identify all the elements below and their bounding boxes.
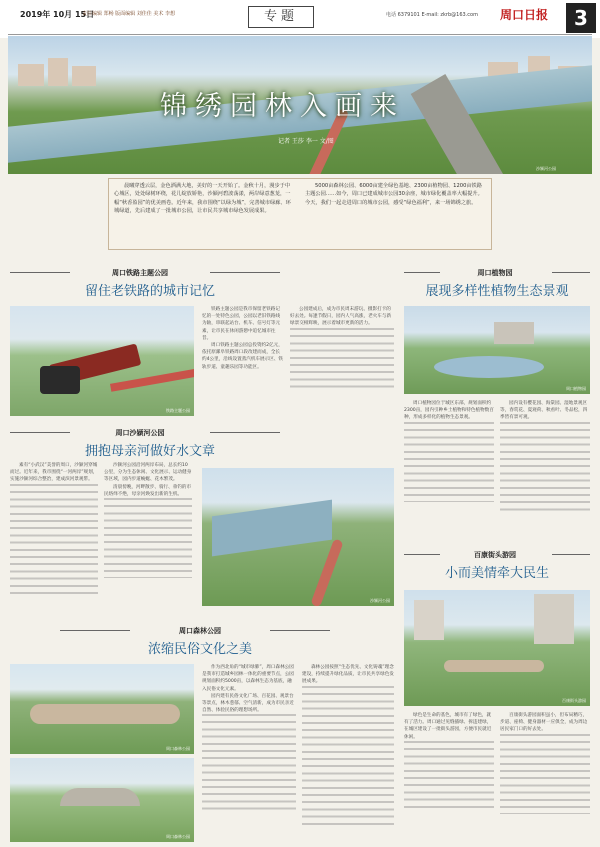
section-label-botanical: 周口植物园: [477, 269, 513, 277]
rule: [404, 272, 440, 273]
forest-paragraph-3: 森林公园按照“生态优先、文化铸魂”理念建设，持续提升绿化品质，让市民共享绿色发展成果。: [302, 665, 394, 685]
shaying-text-col1: [10, 462, 98, 632]
railway-paragraph-1: 铁路主题公园是我市保留老铁路记忆的一处特色公园，公园以老旧铁路线为轴，串联起站台、机车、信号灯等元素，让市民在休闲游憩中追忆城市往昔。: [202, 307, 281, 341]
section-label-baikang: 百康街头游园: [474, 551, 516, 559]
hero-credit: 记者 王莎 李一 文/图: [278, 138, 334, 145]
photo-caption: 周口植物园: [566, 386, 586, 391]
forest-text-col2: [302, 664, 394, 842]
shaying-text-col2: [104, 462, 192, 632]
railway-text-col2: [290, 306, 394, 416]
contact-info: 电话 6379101 E-mail: zkrb@163.com: [386, 12, 478, 18]
photo-caption: 周口森林公园: [166, 834, 190, 839]
railway-text-col1: [202, 306, 284, 416]
photo-caption: 百康街头游园: [562, 698, 586, 703]
forest-paragraph-2: 园内建有民俗文化广场、百花园、观景台等景点，林木葱郁、空气清新，成为市民亲近自然、体验民俗的理想场所。: [202, 693, 294, 714]
section-label-forest: 周口森林公园: [179, 627, 221, 635]
issue-date: 2019年 10月 15日: [20, 10, 95, 19]
photo-caption: 周口森林公园: [166, 746, 190, 751]
baikang-photo: [404, 590, 590, 706]
page-number: 3: [566, 3, 596, 33]
editor-credits: 责任编辑 郑畅 版面编辑 刘佳佳 美术 李想: [82, 11, 175, 17]
masthead-divider: [8, 34, 592, 35]
rule: [210, 432, 280, 433]
forest-paragraph-1: 作为西北角的“城市绿肺”，周口森林公园是我市打造城乡园林一体化的重要节点，公园规划面积约5000亩，以森林生态为基底，融入民俗文化元素。: [202, 665, 294, 692]
baikang-paragraph-1: 绿色是生命的基色，城市有了绿色，就有了活力。周口通过见缝插绿、拆违建绿，在城区建设了一批街头游园，方便市民就近休闲。: [404, 713, 492, 740]
column-name: 专题: [248, 6, 314, 28]
intro-box: [108, 178, 492, 250]
railway-paragraph-3: 公园建成后，成为市民周末游玩、摄影打卡的好去处。每逢节假日，园内人气高涨，老火车与新绿景交相辉映，展示着城市更新的活力。: [290, 307, 392, 327]
botanical-paragraph-1: 周口植物园位于城区东部，规划面积约2300亩，园内引种乡土植物和特色植物数百种，形成多样化的植物生态景观。: [404, 401, 494, 421]
baikang-text-col2: [500, 712, 590, 842]
botanical-text-col2: [500, 400, 590, 530]
intro-paragraph-1: 晨曦穿透云层，金色洒满大地，美好的一天开始了。金秋十月，漫步于中心城区，处处绿树环绕，花儿绽放娇艳，沙颍河碧波荡漾，两岸绿意葱茏，一幅“秋香盈园”的优美画卷。近年来，我市围绕“以绿为城”，完善城市绿廊、环城绿道，先后建成了一批城市公园，让市民共享城市绿色发展成果。: [114, 183, 291, 215]
rule: [270, 630, 330, 631]
railway-paragraph-2: 周口铁路主题公园总投资约2亿元，依托原漯阜铁路周口段改建而成，全长约4公里，沿线设置蒸汽机车展示区、铁轨步道、童趣乐园等功能区。: [202, 343, 284, 370]
section-title-botanical: 展现多样性植物生态景观: [425, 284, 569, 299]
forest-photo-2: [10, 758, 194, 842]
newspaper-logo: 周口日报: [500, 8, 549, 22]
section-title-railway: 留住老铁路的城市记忆: [84, 284, 215, 299]
section-label-shaying: 周口沙颍河公园: [115, 429, 165, 437]
section-label-railway: 周口铁路主题公园: [112, 269, 168, 277]
photo-caption: 沙颍河公园: [370, 598, 390, 603]
forest-photo-1: [10, 664, 194, 754]
shaying-paragraph-1: 素有“小武汉”美誉的周口，沙颍河穿城而过。近年来，我市围绕“一河两岸”规划，实施沙颍河综合整治，建成滨河景观带。: [10, 463, 98, 483]
baikang-paragraph-2: 百康街头游园面积虽小，但布局精巧，步道、座椅、健身器材一应俱全，成为周边居民家门口的好去处。: [500, 713, 588, 733]
baikang-text-col1: [404, 712, 494, 842]
shaying-photo: [202, 468, 394, 606]
forest-text-col1: [202, 664, 296, 842]
rule: [210, 272, 280, 273]
hero-title: 锦绣园林入画来: [160, 91, 405, 122]
hero-caption: 沙颍河公园: [536, 166, 556, 171]
botanical-text-col1: [404, 400, 494, 530]
section-title-baikang: 小而美情牵大民生: [444, 566, 549, 581]
section-title-shaying: 拥抱母亲河做好水文章: [84, 444, 215, 459]
shaying-paragraph-3: 清晨傍晚，河畔散步、骑行、垂钓的市民络绎不绝，母亲河焕发出新的生机。: [104, 484, 192, 497]
hero-photo: [8, 36, 592, 174]
photo-caption: 铁路主题公园: [166, 408, 190, 413]
rule: [552, 272, 590, 273]
masthead: [0, 0, 600, 38]
shaying-paragraph-2: 沙颍河公园沿河两岸布局，总长约10公里，分为生态休闲、文化展示、运动健身等区域，园内步道蜿蜒、花木繁茂。: [104, 463, 192, 483]
botanical-photo: [404, 306, 590, 394]
botanical-paragraph-2: 园内设有樱花园、海棠园、湿地景观区等，春赏花、夏观荷、秋看叶、冬品松，四季皆有景可观。: [500, 401, 588, 421]
rule: [60, 630, 130, 631]
rule: [404, 554, 440, 555]
railway-photo: [10, 306, 194, 416]
intro-paragraph-2: 5000亩森林公园、6000亩建全绿色基地、2300亩植物园、1200亩铁路主题公园……如今，周口已建成城市公园30余座，城市绿化覆盖率大幅提升。今天，我们一起走进周口的城市公园，感受“绿色福利”，来一场锦绣之旅。: [305, 183, 483, 206]
rule: [10, 272, 70, 273]
section-title-forest: 浓缩民俗文化之美: [147, 642, 252, 657]
rule: [10, 432, 70, 433]
rule: [552, 554, 590, 555]
